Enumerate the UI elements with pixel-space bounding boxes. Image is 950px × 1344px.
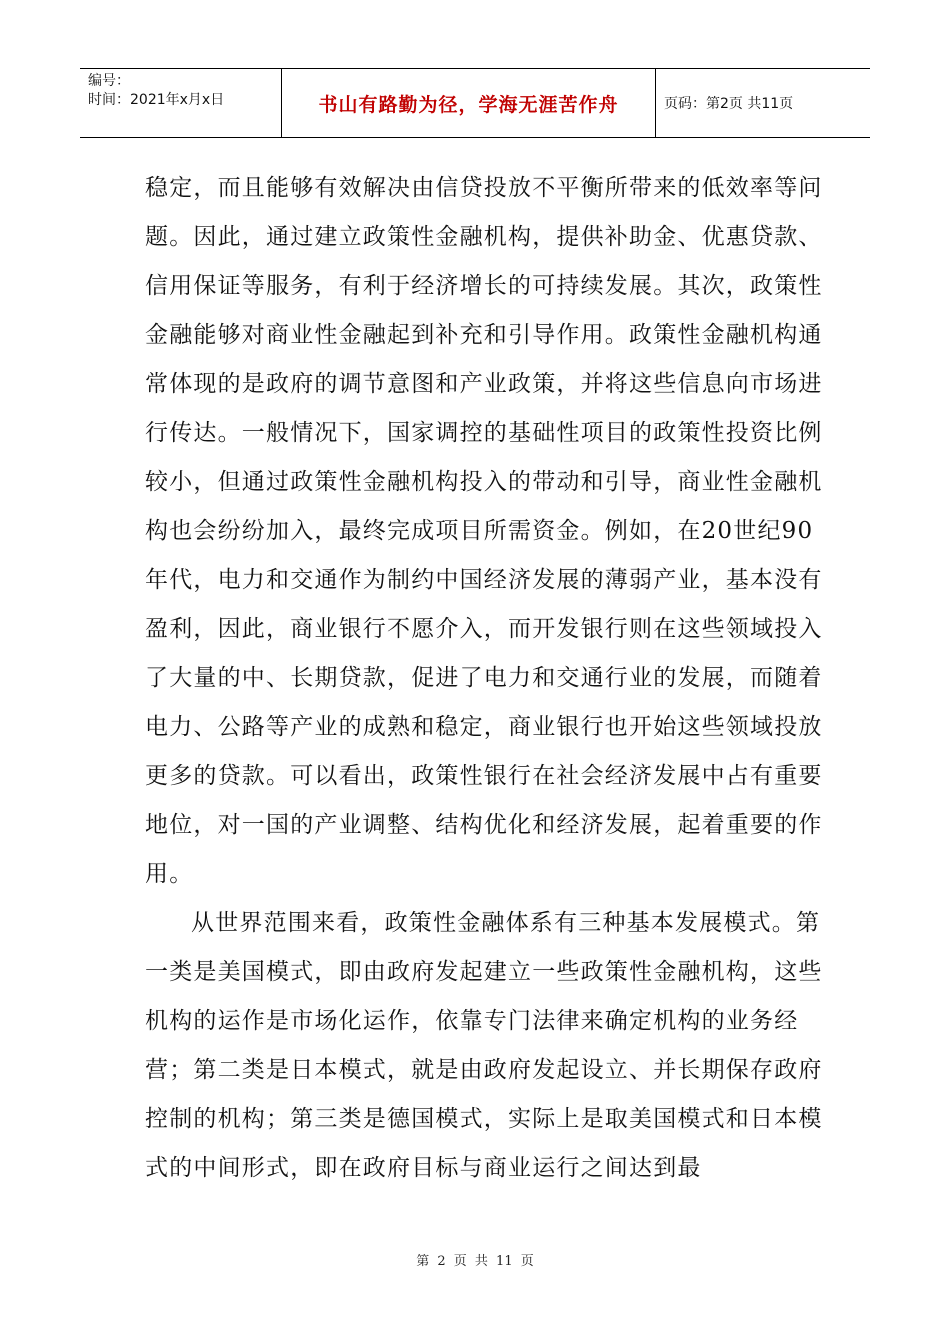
header-page-info-cell — [656, 69, 870, 137]
document-date-label: 时间：2021年x月x日 — [88, 92, 225, 108]
page-header — [80, 68, 870, 138]
header-motto: 书山有路勤为径，学海无涯苦作舟 — [318, 93, 619, 116]
document-body — [145, 164, 835, 1193]
header-motto-cell — [282, 69, 656, 137]
body-paragraph: 稳定，而且能够有效解决由信贷投放不平衡所带来的低效率等问题。因此，通过建立政策性金融机构，提供补助金、优惠贷款、信用保证等服务，有利于经济增长的可持续发展。其次，政策性金融能够对商业性金融起到补充和引导作用。政策性金融机构通常体现的是政府的调节意图和产业政策，并将这些信息向市场进行传达。一般情况下，国家调控的基础性项目的政策性投资比例较小，但通过政策性金融机构投入的带动和引导，商业性金融机构也会纷纷加入，最终完成项目所需资金。例如，在20世纪90年代，电力和交通作为制约中国经济发展的薄弱产业，基本没有盈利，因此，商业银行不愿介入，而开发银行则在这些领域投入了大量的中、长期贷款，促进了电力和交通行业的发展，而随着电力、公路等产业的成熟和稳定，商业银行也开始这些领域投放更多的贷款。可以看出，政策性银行在社会经济发展中占有重要地位，对一国的产业调整、结构优化和经济发展，起着重要的作用。 — [145, 175, 823, 887]
body-paragraph: 从世界范围来看，政策性金融体系有三种基本发展模式。第一类是美国模式，即由政府发起建立一些政策性金融机构，这些机构的运作是市场化运作，依靠专门法律来确定机构的业务经营；第二类是日本模式，就是由政府发起设立、并长期保存政府控制的机构；第三类是德国模式，实际上是取美国模式和日本模式的中间形式，即在政府目标与商业运行之间达到最 — [145, 910, 823, 1181]
document-number-label: 编号： — [88, 73, 130, 89]
page-footer: 第 2 页 共 11 页 — [416, 1254, 534, 1269]
header-page-info: 页码：第2页 共11页 — [664, 96, 794, 112]
header-meta — [80, 69, 282, 137]
